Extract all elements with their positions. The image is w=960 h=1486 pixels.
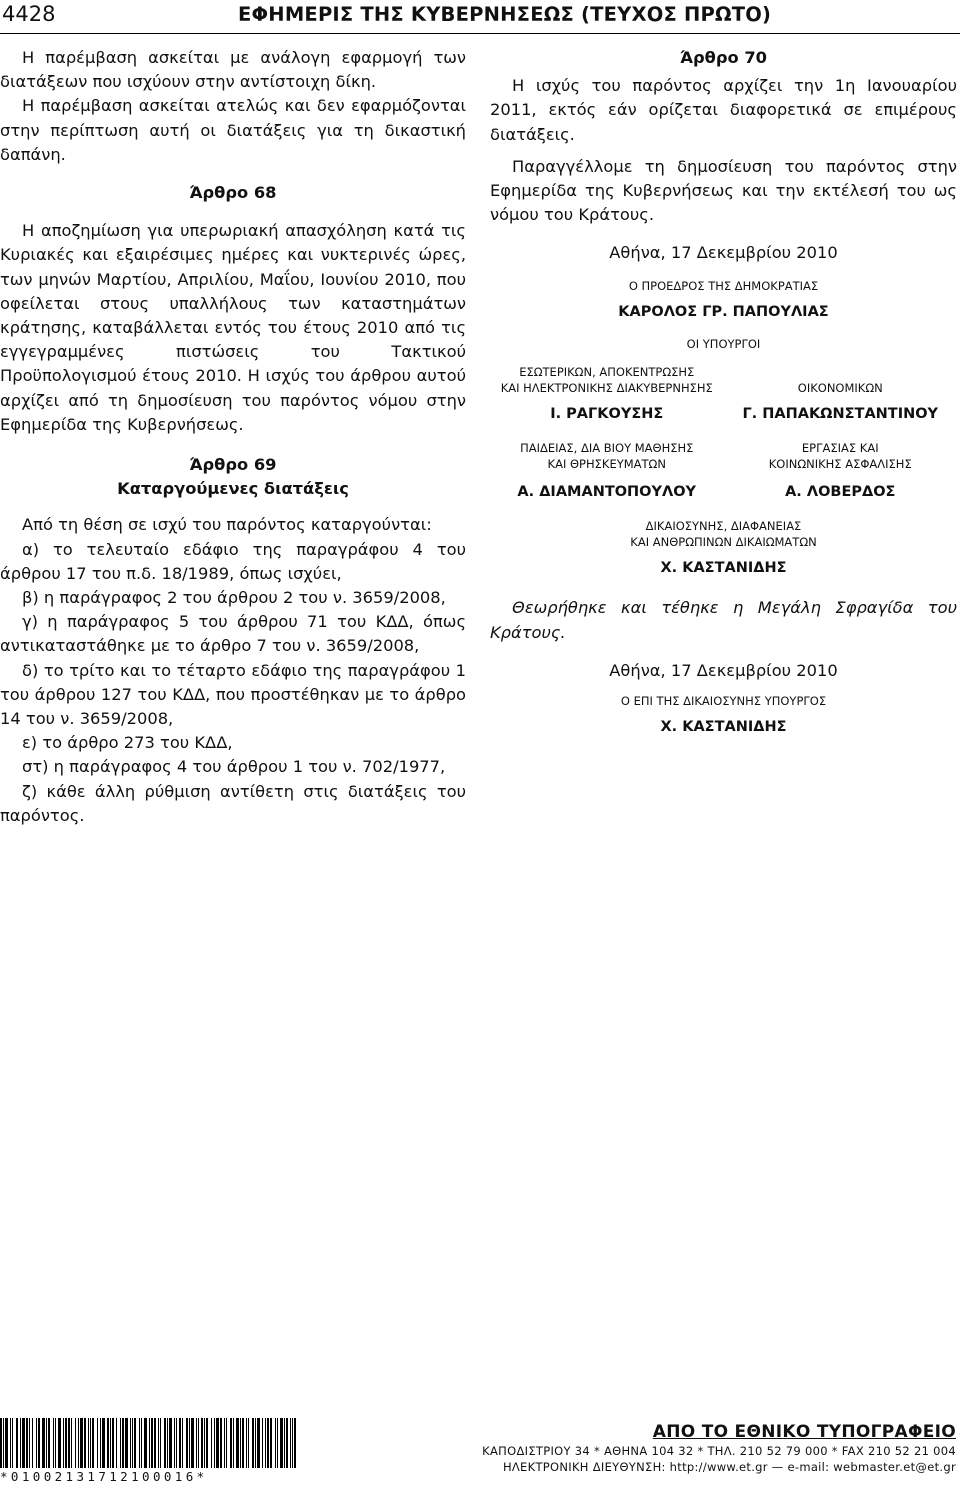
barcode-bar [262,1418,263,1468]
minister-title: ΠΑΙΔΕΙΑΣ, ΔΙΑ ΒΙΟΥ ΜΑΘΗΣΗΣ [520,441,694,456]
minister-block [490,364,724,426]
barcode-bar [65,1418,67,1468]
barcode-bar [90,1418,91,1468]
minister-name: Α. ΛΟΒΕΡΔΟΣ [785,484,896,501]
article-70-text: Η ισχύς του παρόντος αρχίζει την 1η Ιανουαρίου 2011, εκτός εάν ορίζεται διαφορετικά σε επιμέρους διατάξεις. [490,76,957,144]
minister-title: ΚΑΙ ΑΝΘΡΩΠΙΝΩΝ ΔΙΚΑΙΩΜΑΤΩΝ [630,535,817,550]
minister-name: Γ. ΠΑΠΑΚΩΝΣΤΑΝΤΙΝΟΥ [742,405,939,422]
barcode-bar [3,1418,4,1468]
barcode-bar [116,1418,117,1468]
barcode-bar [149,1418,150,1468]
barcode-bar [182,1418,183,1468]
minister-name: Α. ΔΙΑΜΑΝΤΟΠΟΥΛΟΥ [517,484,697,501]
barcode-bar [53,1418,54,1468]
barcode-bar [275,1418,276,1468]
barcode-bar [110,1418,111,1468]
barcode-bar [230,1418,232,1468]
printer-info [482,1422,956,1474]
barcode-bar [68,1418,70,1468]
minister-block [490,440,724,504]
barcode-bar [132,1418,133,1468]
barcode-bar [169,1418,172,1468]
minister-title: ΕΡΓΑΣΙΑΣ ΚΑΙ [801,441,879,456]
barcode-bar [255,1418,256,1468]
barcode-bar [141,1418,142,1468]
barcode-bar [78,1418,79,1468]
printer-web: ΗΛΕΚΤΡΟΝΙΚΗ ΔΙΕΥΘΥΝΣΗ: http://www.et.gr — e-mail: webmaster.et@et.gr [502,1460,956,1474]
minister-title: ΚΑΙ ΗΛΕΚΤΡΟΝΙΚΗΣ ΔΙΑΚΥΒΕΡΝΗΣΗΣ [500,380,713,395]
barcode-bar [164,1418,166,1468]
barcode-bar [204,1418,205,1468]
printer-address: ΚΑΠΟΔΙΣΤΡΙΟΥ 34 * ΑΘΗΝΑ 104 32 * ΤΗΛ. 210 52 79 000 * FAX 210 52 21 004 [482,1444,956,1458]
barcode-bar [22,1418,25,1468]
signing-date: Αθήνα, 17 Δεκεμβρίου 2010 [609,243,838,263]
barcode-bar [46,1418,47,1468]
article-69-item: α) το τελευταίο εδάφιο της παραγράφου 4 του άρθρου 17 του π.δ. 18/1989, όπως ισχύει, [0,539,466,583]
barcode-bar [20,1418,21,1468]
barcode-bar [191,1418,194,1468]
barcode-bar [216,1418,219,1468]
intro-paragraph: Η παρέμβαση ασκείται ατελώς και δεν εφαρμόζονται στην περίπτωση αυτή οι διατάξεις για τη δικαστική δαπάνη. [0,96,466,164]
article-69-item: ε) το άρθρο 273 του ΚΔΔ, [22,733,233,753]
barcode-bar [80,1418,83,1468]
barcode-bar [220,1418,222,1468]
page-header [0,0,960,34]
publication-order: Παραγγέλλομε τη δημοσίευση του παρόντος στην Εφημερίδα της Κυβερνήσεως και την εκτέλεσή του ως νόμου του Κράτους. [490,156,957,225]
article-69-item: ζ) κάθε άλλη ρύθμιση αντίθετη στις διατάξεις του παρόντος. [0,781,466,825]
minister-name: Χ. ΚΑΣΤΑΝΙΔΗΣ [660,560,787,577]
barcode-bar [120,1418,121,1468]
barcode-bar [277,1418,278,1468]
barcode-bar [36,1418,37,1468]
barcode-bar [267,1418,269,1468]
page-number: 4428 [2,2,56,26]
barcode-bar [201,1418,203,1468]
barcode-bar [102,1418,105,1468]
minister-title: ΕΣΩΤΕΡΙΚΩΝ, ΑΠΟΚΕΝΤΡΩΣΗΣ [519,364,695,379]
barcode-bar [224,1418,225,1468]
article-68-text: Η αποζημίωση για υπερωριακή απασχόληση κατά τις Κυριακές και εξαιρέσιμες ημέρες και νυκτερινές ώρες, των μηνών Μαρτίου, Απριλίου, Μαΐου, Ιουνίου 2010, που οφείλεται στους υπαλλήλους των καταστημάτων κράτησης, καταβάλλεται εντός του έτους 2010 από τις εγγεγραμμένες πιστώσεις του Τακτικού Προϋπολογισμού έτους 2010. Η ισχύς του άρθρου αυτού αρχίζει από τη δημοσίευση του παρόντος νόμου στην Εφημερίδα της Κυβερνήσεως. [0,221,466,434]
barcode-bar [252,1418,254,1468]
barcode-bar [92,1418,94,1468]
barcode-bar [196,1418,197,1468]
minister-title: ΔΙΚΑΙΟΣΥΝΗΣ, ΔΙΑΦΑΝΕΙΑΣ [645,519,802,534]
minister-block [490,518,957,580]
barcode-bar [248,1418,249,1468]
minister-block [724,364,958,426]
barcode-bar [236,1418,239,1468]
barcode-bar [5,1418,8,1468]
barcode-bar [189,1418,190,1468]
article-69-title: Άρθρο 69 [189,455,277,475]
barcode-bar [55,1418,56,1468]
barcode-bar [139,1418,140,1468]
barcode-bar [97,1418,98,1468]
barcode-bar [265,1418,266,1468]
ministers-row [490,364,957,426]
barcode-bar [158,1418,159,1468]
barcode-bar [71,1418,72,1468]
barcode-bar [130,1418,131,1468]
justice-minister-name: Χ. ΚΑΣΤΑΝΙΔΗΣ [660,719,787,736]
barcode [0,1418,300,1468]
article-69-item: β) η παράγραφος 2 του άρθρου 2 του ν. 3659/2008, [22,588,446,608]
article-69-intro: Από τη θέση σε ισχύ του παρόντος καταργούνται: [22,515,432,535]
barcode-bar [84,1418,86,1468]
barcode-bar [58,1418,61,1468]
barcode-bar [88,1418,89,1468]
barcode-bar [233,1418,234,1468]
intro-paragraph: Η παρέμβαση ασκείται με ανάλογη εφαρμογή των διατάξεων που ισχύουν στην αντίστοιχη δίκη. [0,48,466,92]
barcode-bar [0,1418,2,1468]
right-column [490,46,957,739]
barcode-bar [48,1418,50,1468]
barcode-bar [144,1418,147,1468]
minister-block [724,440,958,504]
barcode-bar [257,1418,260,1468]
barcode-bar [206,1418,208,1468]
barcode-bar [211,1418,212,1468]
barcode-bar [112,1418,114,1468]
barcode-bar [134,1418,136,1468]
barcode-bar [10,1418,11,1468]
barcode-bar [292,1418,293,1468]
barcode-digits: *01002131712100016* [0,1469,208,1484]
barcode-bar [280,1418,283,1468]
barcode-bar [38,1418,40,1468]
ministers-row [490,440,957,504]
minister-title: ΟΙΚΟΝΟΜΙΚΩΝ [797,380,883,395]
barcode-bar [100,1418,101,1468]
article-69-item: δ) το τρίτο και το τέταρτο εδάφιο της παραγράφου 1 του άρθρου 127 του ΚΔΔ, που προστέθηκαν με το άρθρο 14 του ν. 3659/2008, [0,660,466,729]
barcode-bar [151,1418,153,1468]
barcode-bar [284,1418,285,1468]
barcode-bar [29,1418,30,1468]
barcode-bar [246,1418,247,1468]
barcode-bar [75,1418,76,1468]
barcode-bar [240,1418,241,1468]
barcode-bar [16,1418,18,1468]
barcode-bar [107,1418,109,1468]
president-name: ΚΑΡΟΛΟΣ ΓΡ. ΠΑΠΟΥΛΙΑΣ [618,303,829,320]
barcode-bar [290,1418,291,1468]
president-title: Ο ΠΡΟΕΔΡΟΣ ΤΗΣ ΔΗΜΟΚΡΑΤΙΑΣ [628,278,819,293]
barcode-bar [286,1418,288,1468]
header-rule [0,33,960,34]
barcode-bar [176,1418,177,1468]
barcode-bar [32,1418,33,1468]
barcode-bar [63,1418,64,1468]
article-69-subtitle: Καταργούμενες διατάξεις [117,479,349,499]
journal-title: ΕΦΗΜΕΡΙΣ ΤΗΣ ΚΥΒΕΡΝΗΣΕΩΣ (ΤΕΥΧΟΣ ΠΡΩΤΟ) [238,3,772,26]
barcode-bar [167,1418,168,1468]
barcode-bar [154,1418,156,1468]
barcode-bar [122,1418,124,1468]
barcode-bar [179,1418,181,1468]
page-footer [0,1418,960,1486]
barcode-bar [294,1418,296,1468]
seal-statement: Θεωρήθηκε και τέθηκε η Μεγάλη Σφραγίδα του Κράτους. [490,598,957,642]
left-column [0,46,466,828]
barcode-bar [214,1418,215,1468]
barcode-bar [270,1418,272,1468]
minister-title: ΚΟΙΝΩΝΙΚΗΣ ΑΣΦΑΛΙΣΗΣ [768,457,912,472]
barcode-bar [226,1418,227,1468]
barcode-bar [160,1418,161,1468]
minister-name: Ι. ΡΑΓΚΟΥΣΗΣ [550,405,664,422]
barcode-bar [242,1418,244,1468]
barcode-bar [186,1418,188,1468]
seal-date: Αθήνα, 17 Δεκεμβρίου 2010 [609,660,838,680]
minister-title: ΚΑΙ ΘΡΗΣΚΕΥΜΑΤΩΝ [547,457,666,472]
article-69-item: στ) η παράγραφος 4 του άρθρου 1 του ν. 702/1977, [22,757,446,777]
article-68-title: Άρθρο 68 [189,183,277,203]
barcode-bar [42,1418,45,1468]
barcode-bar [125,1418,128,1468]
barcode-bar [198,1418,199,1468]
justice-minister-label: Ο ΕΠΙ ΤΗΣ ΔΙΚΑΙΟΣΥΝΗΣ ΥΠΟΥΡΓΟΣ [620,694,827,709]
barcode-bar [12,1418,13,1468]
article-69-item: γ) η παράγραφος 5 του άρθρου 71 του ΚΔΔ, όπως αντικαταστάθηκε με το άρθρο 7 του ν. 3659/2008, [0,612,466,656]
barcode-bar [174,1418,175,1468]
ministers-label: ΟΙ ΥΠΟΥΡΓΟΙ [686,336,761,351]
printer-title: ΑΠΟ ΤΟ ΕΘΝΙΚΟ ΤΥΠΟΓΡΑΦΕΙΟ [652,1422,956,1442]
article-70-title: Άρθρο 70 [680,48,767,67]
barcode-bar [26,1418,28,1468]
